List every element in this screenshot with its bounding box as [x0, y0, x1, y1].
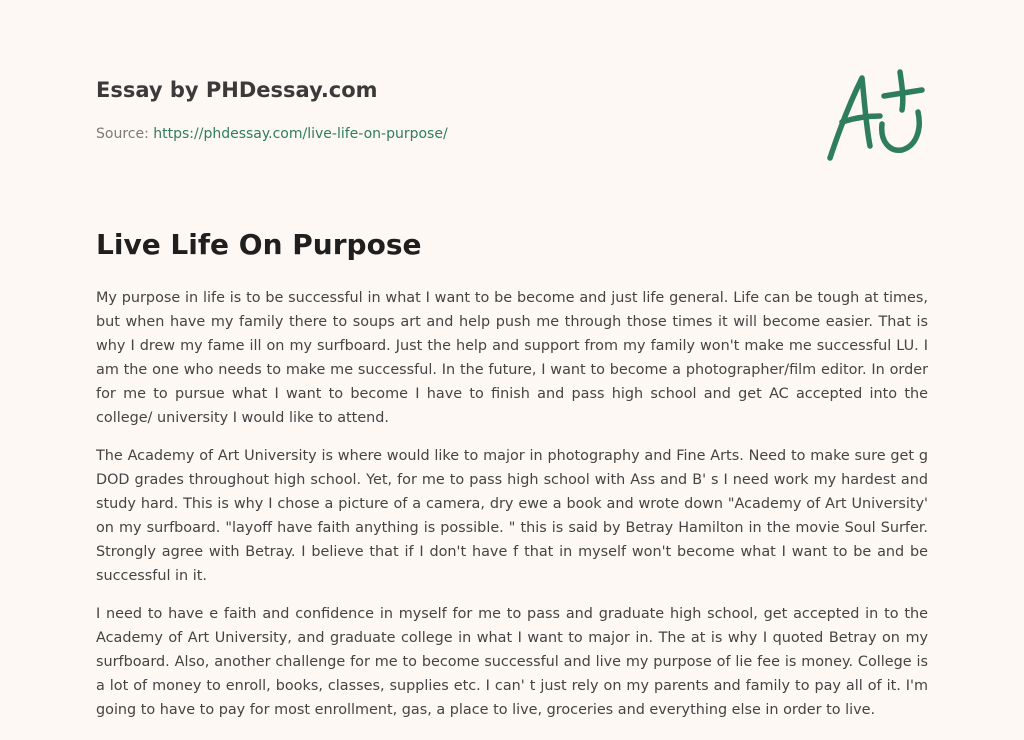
essay-body: [96, 286, 928, 736]
essay-paragraph-3: I need to have e faith and confidence in myself for me to pass and graduate high school, get accepted in to the Academy of Art University, and graduate college in what I want to major in. The at is why I quoted Betray on my surfboard. Also, another challenge for me to become successful and live my purpose of lie fee is money. College is a lot of money to enroll, books, classes, supplies etc. I can' t just rely on my parents and family to pay all of it. I'm going to have to pay for most enrollment, gas, a place to live, groceries and everything else in order to live.: [96, 606, 928, 718]
site-title: Essay by PHDessay.com: [96, 78, 378, 102]
source-label: Source:: [96, 126, 154, 142]
essay-paragraph-1: My purpose in life is to be successful in what I want to be become and just life general. Life can be tough at times, but when have my family there to soups art and help push me through those times it will become easier. That is why I drew my fame ill on my surfboard. Just the help and support from my family won't make me successful LU. I am the one who needs to make me successful. In the future, I want to become a photographer/film editor. In order for me to pursue what I want to become I have to finish and pass high school and get AC accepted into the college/ university I would like to attend.: [96, 290, 928, 426]
source-line: [96, 124, 796, 144]
essay-header: [96, 76, 796, 144]
a-plus-logo-icon: [822, 66, 928, 164]
essay-paragraph-2: The Academy of Art University is where would like to major in photography and Fine Arts. Need to make sure get g DOD grades throughout high school. Yet, for me to pass high school with Ass and B' s I need work my hardest and study hard. This is why I chose a picture of a camera, dry ewe a book and wrote down "Academy of Art University' on my surfboard. "layoff have faith anything is possible. " this is said by Betray Hamilton in the movie Soul Surfer. Strongly agree with Betray. I believe that if I don't have f that in myself won't become what I want to be and be successful in it.: [96, 448, 928, 584]
source-link[interactable]: https://phdessay.com/live-life-on-purpose/: [153, 126, 448, 142]
article-title: Live Life On Purpose: [96, 228, 422, 261]
